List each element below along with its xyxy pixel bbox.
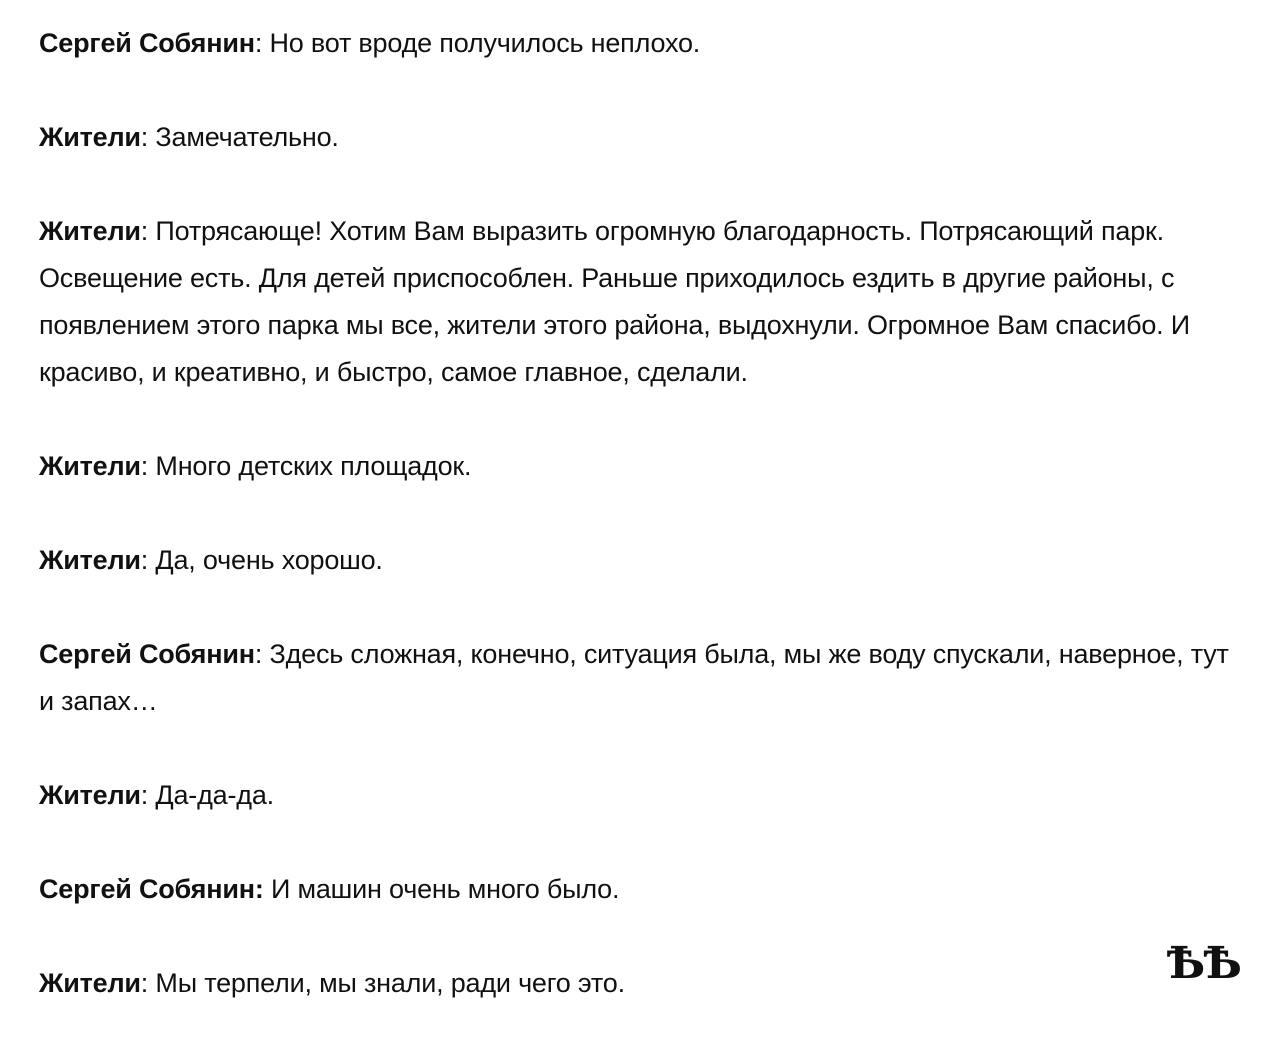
separator: : xyxy=(140,216,156,246)
separator: : xyxy=(140,122,156,152)
separator: : xyxy=(140,545,156,575)
speaker-name: Сергей Собянин: xyxy=(39,874,264,904)
watermark-logo: ѢѢ xyxy=(1166,938,1240,989)
separator: : xyxy=(140,451,156,481)
speaker-name: Жители xyxy=(39,545,141,575)
line-text: Много детских площадок. xyxy=(155,451,472,481)
speaker-name: Жители xyxy=(39,968,141,998)
line-text: Мы терпели, мы знали, ради чего это. xyxy=(155,968,625,998)
transcript-line xyxy=(39,537,1249,584)
transcript-line xyxy=(39,960,1249,1007)
line-text: Но вот вроде получилось неплохо. xyxy=(269,28,701,58)
speaker-name: Сергей Собянин xyxy=(39,28,255,58)
separator: : xyxy=(254,28,270,58)
speaker-name: Жители xyxy=(39,216,141,246)
line-text: Замечательно. xyxy=(155,122,339,152)
transcript-line xyxy=(39,208,1249,396)
speaker-name: Жители xyxy=(39,122,141,152)
transcript-line xyxy=(39,866,1249,913)
separator xyxy=(264,874,271,904)
transcript-line xyxy=(39,443,1249,490)
line-text: Здесь сложная, конечно, ситуация была, мы же воду спускали, наверное, тут и запах… xyxy=(39,639,1229,716)
speaker-name: Жители xyxy=(39,451,141,481)
line-text: Потрясающе! Хотим Вам выразить огромную благодарность. Потрясающий парк. Освещение есть. Для детей приспособлен. Раньше приходилось ездить в другие районы, с появлением этого парка мы все, жители этого района, выдохнули. Огромное Вам спасибо. И красиво, и креативно, и быстро, самое главное, сделали. xyxy=(39,216,1190,387)
transcript-line xyxy=(39,631,1249,725)
transcript-line xyxy=(39,20,1249,67)
separator: : xyxy=(140,780,156,810)
speaker-name: Жители xyxy=(39,780,141,810)
line-text: Да, очень хорошо. xyxy=(155,545,383,575)
separator: : xyxy=(254,639,270,669)
transcript-line xyxy=(39,114,1249,161)
line-text: Да-да-да. xyxy=(155,780,274,810)
transcript-line xyxy=(39,772,1249,819)
separator: : xyxy=(140,968,156,998)
transcript xyxy=(39,20,1249,1054)
line-text: И машин очень много было. xyxy=(270,874,620,904)
speaker-name: Сергей Собянин xyxy=(39,639,255,669)
